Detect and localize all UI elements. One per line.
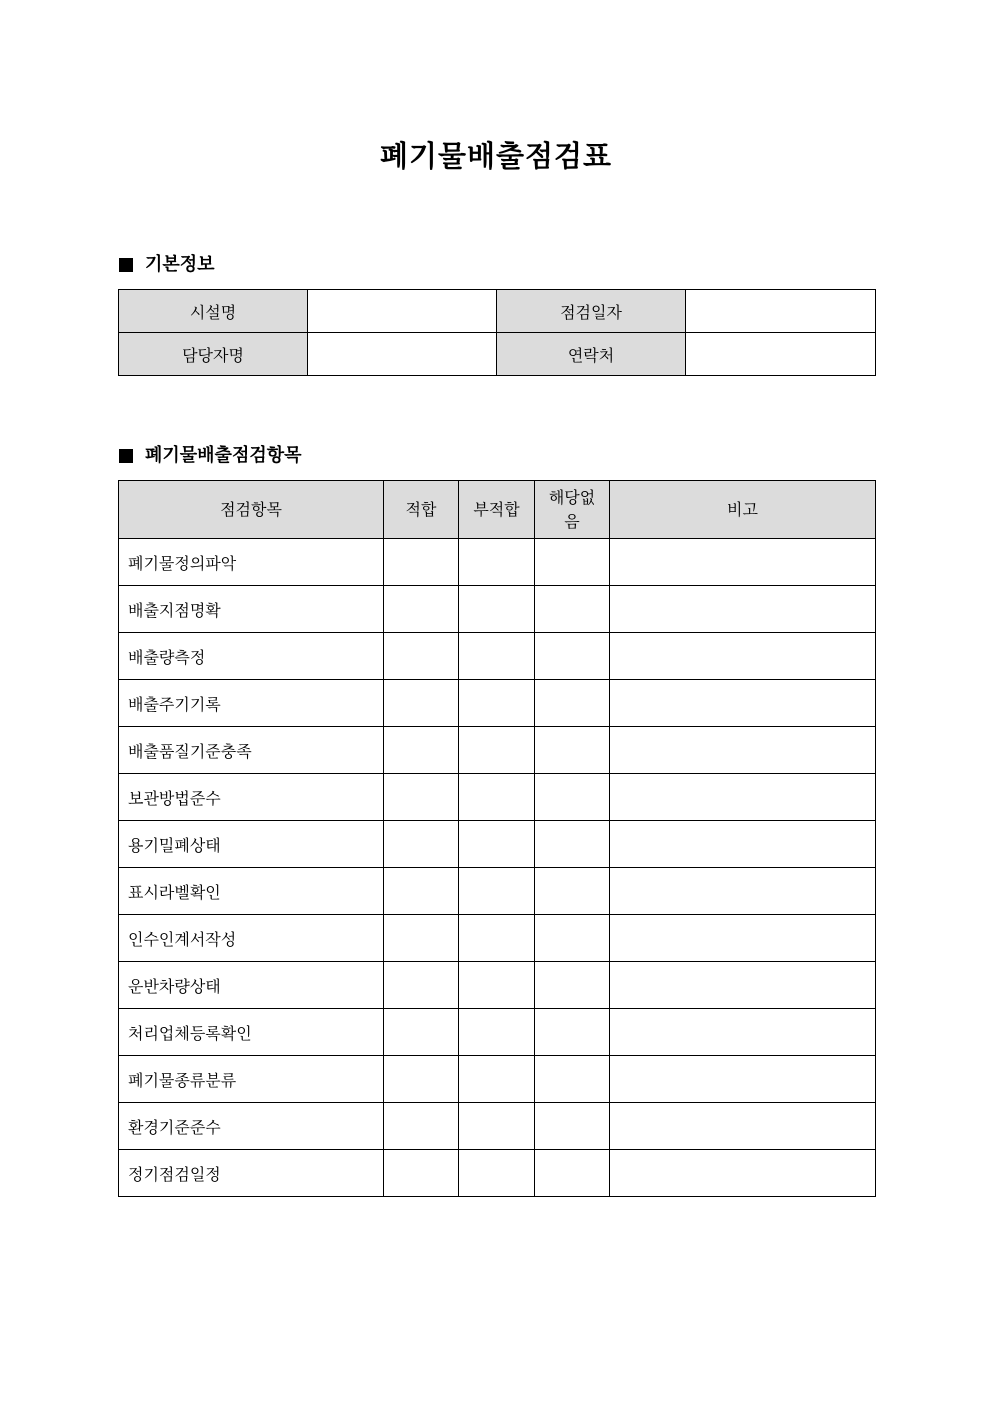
check-item-name: 폐기물정의파악: [119, 539, 384, 586]
check-item-name: 용기밀폐상태: [119, 821, 384, 868]
column-header-na: [535, 481, 610, 539]
fail-checkbox-cell[interactable]: [459, 539, 535, 586]
na-checkbox-cell[interactable]: [535, 821, 610, 868]
contact-field[interactable]: [686, 333, 876, 376]
fail-checkbox-cell[interactable]: [459, 727, 535, 774]
fail-checkbox-cell[interactable]: [459, 1150, 535, 1197]
check-item-name: 운반차량상태: [119, 962, 384, 1009]
checklist-heading: [119, 444, 302, 468]
na-checkbox-cell[interactable]: [535, 774, 610, 821]
basic-info-row: [119, 333, 876, 376]
fail-checkbox-cell[interactable]: [459, 962, 535, 1009]
column-header-fail: 부적합: [459, 481, 535, 539]
checklist-table: [118, 480, 876, 1197]
table-row: [119, 1056, 876, 1103]
table-row: [119, 680, 876, 727]
checklist-header-row: [119, 481, 876, 539]
check-item-name: 폐기물종류분류: [119, 1056, 384, 1103]
na-checkbox-cell[interactable]: [535, 1150, 610, 1197]
na-checkbox-cell[interactable]: [535, 680, 610, 727]
check-item-name: 배출지점명확: [119, 586, 384, 633]
na-checkbox-cell[interactable]: [535, 633, 610, 680]
pass-checkbox-cell[interactable]: [384, 915, 459, 962]
na-checkbox-cell[interactable]: [535, 539, 610, 586]
column-header-item: 점검항목: [119, 481, 384, 539]
remarks-field[interactable]: [610, 962, 876, 1009]
table-row: [119, 727, 876, 774]
pass-checkbox-cell[interactable]: [384, 586, 459, 633]
na-checkbox-cell[interactable]: [535, 868, 610, 915]
table-row: [119, 633, 876, 680]
column-header-pass: 적합: [384, 481, 459, 539]
column-header-remarks: 비고: [610, 481, 876, 539]
pass-checkbox-cell[interactable]: [384, 868, 459, 915]
remarks-field[interactable]: [610, 1150, 876, 1197]
pass-checkbox-cell[interactable]: [384, 539, 459, 586]
fail-checkbox-cell[interactable]: [459, 868, 535, 915]
fail-checkbox-cell[interactable]: [459, 774, 535, 821]
checklist-heading-text: 폐기물배출점검항목: [145, 445, 302, 466]
pass-checkbox-cell[interactable]: [384, 633, 459, 680]
facility-name-field[interactable]: [308, 290, 497, 333]
remarks-field[interactable]: [610, 868, 876, 915]
na-checkbox-cell[interactable]: [535, 1103, 610, 1150]
na-checkbox-cell[interactable]: [535, 586, 610, 633]
table-row: [119, 915, 876, 962]
manager-name-label: 담당자명: [119, 333, 308, 376]
fail-checkbox-cell[interactable]: [459, 1009, 535, 1056]
square-bullet-icon: [119, 258, 133, 272]
pass-checkbox-cell[interactable]: [384, 1103, 459, 1150]
table-row: [119, 1009, 876, 1056]
table-row: [119, 962, 876, 1009]
table-row: [119, 1103, 876, 1150]
inspection-date-field[interactable]: [686, 290, 876, 333]
remarks-field[interactable]: [610, 774, 876, 821]
remarks-field[interactable]: [610, 915, 876, 962]
check-item-name: 처리업체등록확인: [119, 1009, 384, 1056]
pass-checkbox-cell[interactable]: [384, 962, 459, 1009]
checklist-body: [119, 539, 876, 1197]
contact-label: 연락처: [497, 333, 686, 376]
page-title: 폐기물배출점검표: [379, 139, 613, 173]
table-row: [119, 774, 876, 821]
remarks-field[interactable]: [610, 680, 876, 727]
na-checkbox-cell[interactable]: [535, 1009, 610, 1056]
na-checkbox-cell[interactable]: [535, 962, 610, 1009]
check-item-name: 배출품질기준충족: [119, 727, 384, 774]
pass-checkbox-cell[interactable]: [384, 821, 459, 868]
check-item-name: 보관방법준수: [119, 774, 384, 821]
check-item-name: 환경기준준수: [119, 1103, 384, 1150]
fail-checkbox-cell[interactable]: [459, 680, 535, 727]
check-item-name: 인수인계서작성: [119, 915, 384, 962]
fail-checkbox-cell[interactable]: [459, 1056, 535, 1103]
fail-checkbox-cell[interactable]: [459, 586, 535, 633]
fail-checkbox-cell[interactable]: [459, 633, 535, 680]
table-row: [119, 539, 876, 586]
remarks-field[interactable]: [610, 1056, 876, 1103]
table-row: [119, 586, 876, 633]
check-item-name: 배출량측정: [119, 633, 384, 680]
na-checkbox-cell[interactable]: [535, 1056, 610, 1103]
remarks-field[interactable]: [610, 539, 876, 586]
pass-checkbox-cell[interactable]: [384, 774, 459, 821]
pass-checkbox-cell[interactable]: [384, 1009, 459, 1056]
check-item-name: 표시라벨확인: [119, 868, 384, 915]
remarks-field[interactable]: [610, 1103, 876, 1150]
table-row: [119, 821, 876, 868]
table-row: [119, 1150, 876, 1197]
remarks-field[interactable]: [610, 633, 876, 680]
remarks-field[interactable]: [610, 1009, 876, 1056]
check-item-name: 배출주기기록: [119, 680, 384, 727]
pass-checkbox-cell[interactable]: [384, 1150, 459, 1197]
pass-checkbox-cell[interactable]: [384, 1056, 459, 1103]
column-header-na-text: 해당없음: [548, 487, 596, 531]
remarks-field[interactable]: [610, 586, 876, 633]
check-item-name: 정기점검일정: [119, 1150, 384, 1197]
pass-checkbox-cell[interactable]: [384, 727, 459, 774]
remarks-field[interactable]: [610, 821, 876, 868]
manager-name-field[interactable]: [308, 333, 497, 376]
facility-name-label: 시설명: [119, 290, 308, 333]
fail-checkbox-cell[interactable]: [459, 1103, 535, 1150]
basic-info-heading: [119, 253, 215, 277]
basic-info-heading-text: 기본정보: [145, 254, 215, 275]
pass-checkbox-cell[interactable]: [384, 680, 459, 727]
basic-info-row: [119, 290, 876, 333]
basic-info-table: [118, 289, 876, 376]
inspection-date-label: 점검일자: [497, 290, 686, 333]
remarks-field[interactable]: [610, 727, 876, 774]
fail-checkbox-cell[interactable]: [459, 821, 535, 868]
na-checkbox-cell[interactable]: [535, 915, 610, 962]
square-bullet-icon: [119, 449, 133, 463]
table-row: [119, 868, 876, 915]
na-checkbox-cell[interactable]: [535, 727, 610, 774]
fail-checkbox-cell[interactable]: [459, 915, 535, 962]
